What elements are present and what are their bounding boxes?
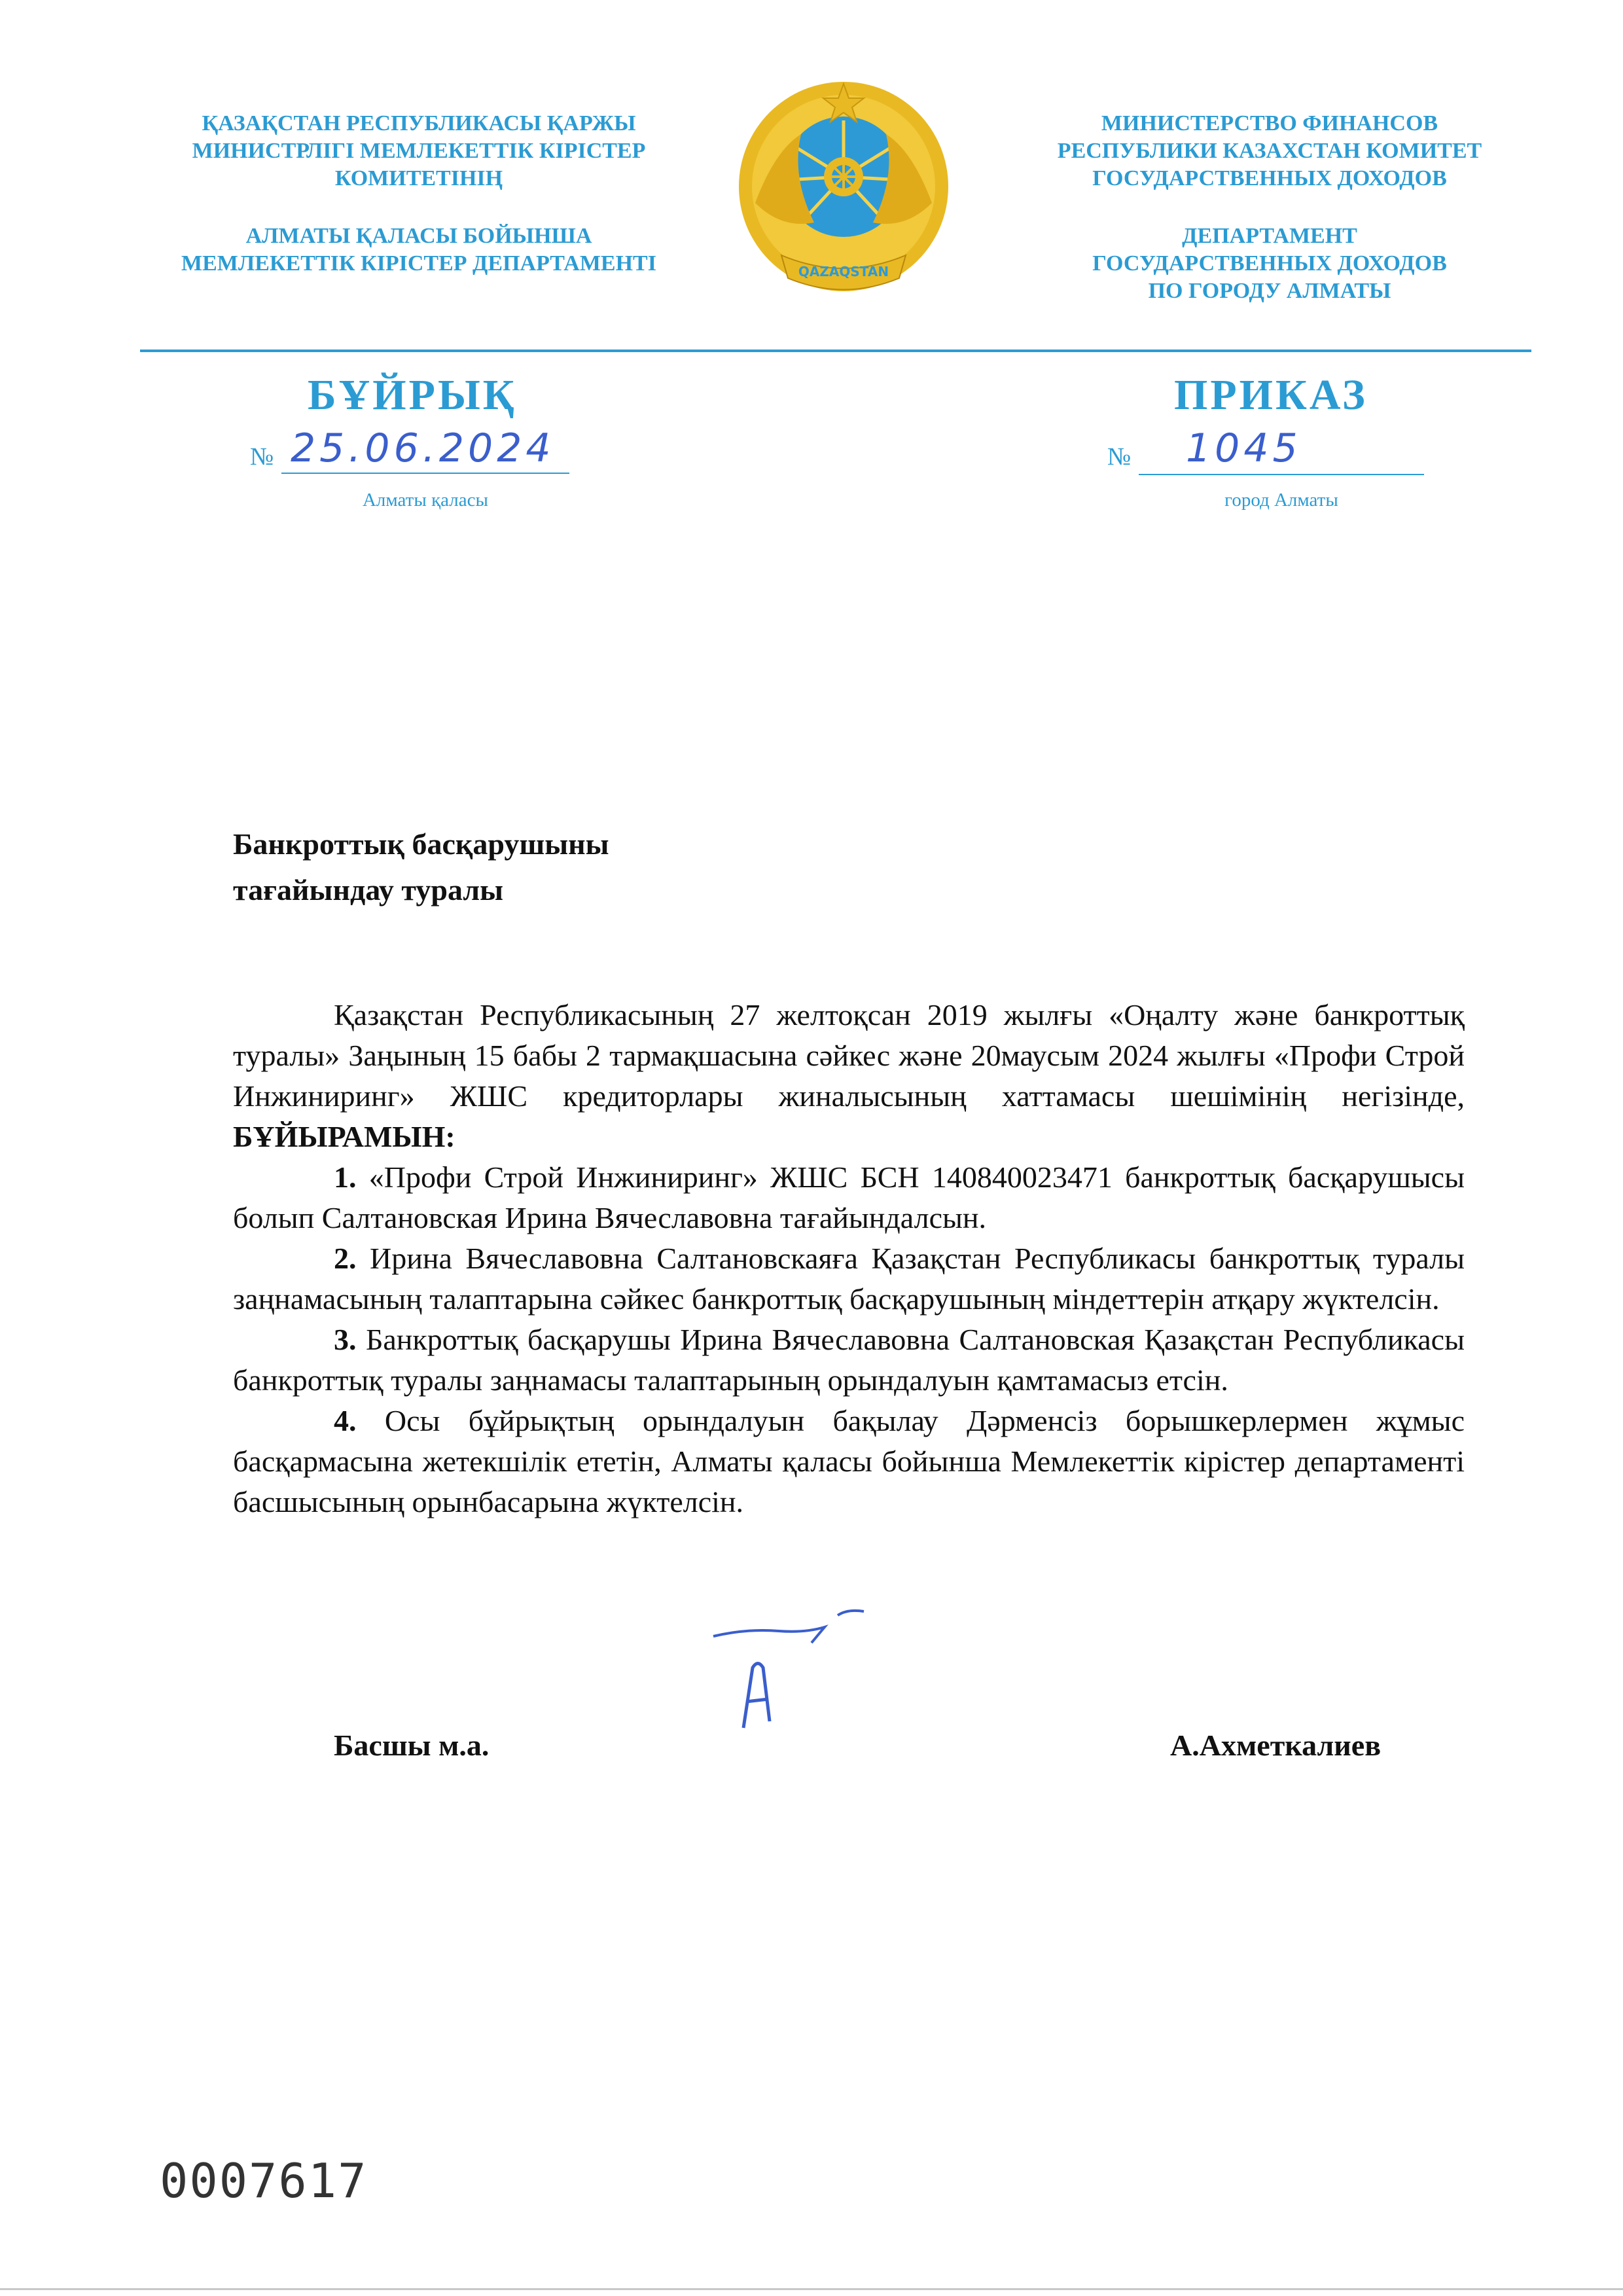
header-divider <box>140 350 1531 352</box>
header-left-block <box>137 110 700 278</box>
city-label-kz: Алматы қаласы <box>362 490 488 511</box>
state-emblem-icon <box>736 72 952 314</box>
number-underline-right <box>1139 474 1424 475</box>
header-right-line: РЕСПУБЛИКИ КАЗАХСТАН КОМИТЕТ <box>1057 139 1482 163</box>
header-right-line: ГОСУДАРСТВЕННЫХ ДОХОДОВ <box>1092 166 1447 190</box>
header-left-line: КОМИТЕТІНІҢ <box>334 166 503 190</box>
document-subject <box>233 821 609 913</box>
header-left-line: МИНИСТРЛІГІ МЕМЛЕКЕТТІК КІРІСТЕР <box>192 139 646 163</box>
handwritten-date: 25.06.2024 <box>291 425 555 471</box>
header-left-line: МЕМЛЕКЕТТІК КІРІСТЕР ДЕПАРТАМЕНТІ <box>181 251 656 276</box>
order-item-text: Банкроттық басқарушы Ирина Вячеславовна Салтановская Қазақстан Республикасы банкроттық туралы заңнамасы талаптарының орындалуын қамтамасыз етсін. <box>233 1323 1465 1397</box>
handwritten-correction-mark <box>707 1597 877 1748</box>
header-right-line: ДЕПАРТАМЕНТ <box>1182 224 1357 248</box>
state-emblem <box>736 72 952 314</box>
document-body <box>233 995 1465 1522</box>
header-right-block <box>995 110 1544 305</box>
order-title-ru: ПРИКАЗ <box>1174 371 1368 419</box>
order-item-4 <box>233 1401 1465 1522</box>
body-intro-paragraph <box>233 995 1465 1157</box>
order-item-text: Осы бұйрықтың орындалуын бақылау Дәрменсіз борышкерлермен жұмыс басқармасына жетекшілік ететін, Алматы қаласы бойынша Мемлекеттік кірістер департаменті басшысының орынбасарына жүктелсін. <box>233 1404 1465 1518</box>
signature-name: А.Ахметкалиев <box>1170 1729 1382 1762</box>
order-item-text: «Профи Строй Инжиниринг» ЖШС БСН 140840023471 банкроттық басқарушысы болып Салтановская Ирина Вячеславовна тағайындалсын. <box>233 1160 1465 1234</box>
order-item-number: 4. <box>334 1404 357 1437</box>
header-left-line: ҚАЗАҚСТАН РЕСПУБЛИКАСЫ ҚАРЖЫ <box>202 111 636 135</box>
order-title-kz: БҰЙРЫҚ <box>308 371 517 419</box>
order-item-text: Ирина Вячеславовна Салтановскаяға Қазақстан Республикасы банкроттық туралы заңнамасының талаптарына сәйкес банкроттық басқарушының міндеттерін атқару жүктелсін. <box>233 1242 1465 1316</box>
header-right-line: ПО ГОРОДУ АЛМАТЫ <box>1148 279 1391 303</box>
order-item-number: 3. <box>334 1323 357 1356</box>
order-word: БҰЙЫРАМЫН: <box>233 1120 455 1153</box>
city-label-ru: город Алматы <box>1224 490 1338 511</box>
subject-line-2: тағайындау туралы <box>233 873 504 906</box>
order-item-number: 1. <box>334 1160 357 1194</box>
order-item-3 <box>233 1319 1465 1401</box>
page-bottom-edge <box>0 2288 1623 2290</box>
header-right-line: МИНИСТЕРСТВО ФИНАНСОВ <box>1101 111 1438 135</box>
header-left-line: АЛМАТЫ ҚАЛАСЫ БОЙЫНША <box>245 224 592 248</box>
order-item-number: 2. <box>334 1242 357 1275</box>
subject-line-1: Банкроттық басқарушыны <box>233 827 609 861</box>
order-item-1 <box>233 1157 1465 1238</box>
body-intro-text: Қазақстан Республикасының 27 желтоқсан 2019 жылғы «Оңалту және банкроттық туралы» Заңының 15 бабы 2 тармақшасына сәйкес және 20маусым 2024 жылғы «Профи Строй Инжиниринг» ЖШС кредиторлары жиналысының хаттамасы шешімінің негізінде, <box>233 998 1465 1113</box>
order-item-2 <box>233 1238 1465 1319</box>
number-underline-left <box>281 473 569 474</box>
emblem-banner-text: QAZAQSTAN <box>798 264 889 279</box>
serial-number: 0007617 <box>160 2153 368 2208</box>
handwritten-number: 1045 <box>1186 425 1302 471</box>
number-sign-left: № <box>250 443 274 471</box>
signature-position: Басшы м.а. <box>334 1729 490 1762</box>
number-sign-right: № <box>1107 443 1132 471</box>
header-right-line: ГОСУДАРСТВЕННЫХ ДОХОДОВ <box>1092 251 1447 276</box>
